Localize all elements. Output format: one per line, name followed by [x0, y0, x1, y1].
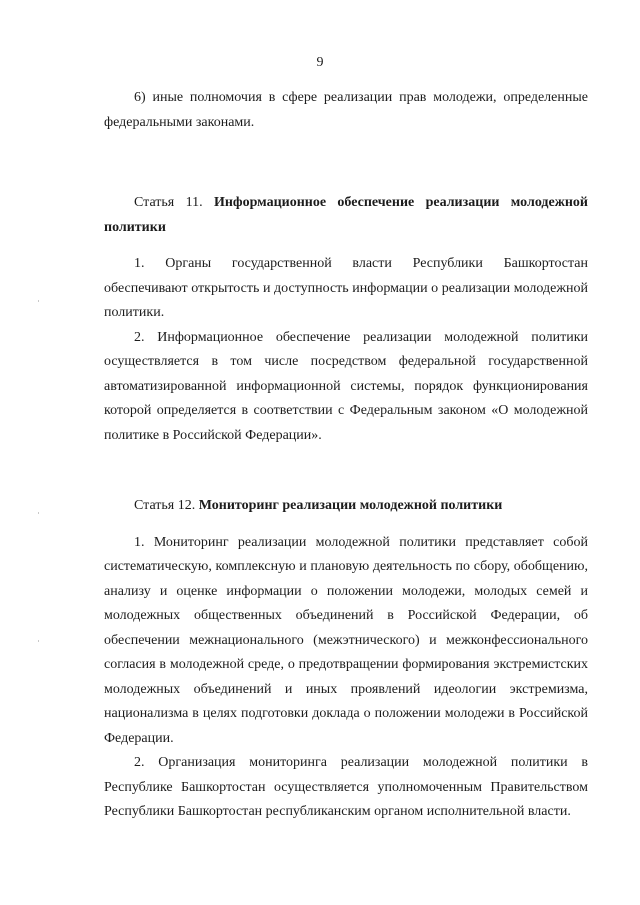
scan-artifact: [38, 640, 39, 642]
article-11-paragraph-2: 2. Информационное обеспечение реализации молодежной политики осуществляется в том числе посредством федеральной государственной автоматизированной информационной системы, порядок функционирования которой определяется в соответствии с Федеральным законом «О молодежной политике в Российской Федерации».: [104, 329, 588, 443]
page-number: 9: [316, 55, 324, 70]
article-11-prefix: Статья 11.: [134, 195, 214, 210]
article-12-title: Мониторинг реализации молодежной политики: [198, 498, 503, 513]
article-11-paragraph-1: 1. Органы государственной власти Республики Башкортостан обеспечивают открытость и доступность информации о реализации молодежной политики.: [104, 256, 588, 320]
article-11-heading: [104, 191, 588, 240]
article-12-paragraph-2: 2. Организация мониторинга реализации молодежной политики в Республике Башкортостан осуществляется уполномоченным Правительством Республики Башкортостан республиканским органом исполнительной власти.: [104, 755, 588, 819]
article-12-paragraph-1: 1. Мониторинг реализации молодежной политики представляет собой систематическую, комплексную и плановую деятельность по сбору, обобщению, анализу и оценке информации о положении молодежи, молодых семей и молодежных общественных объединений в Российской Федерации, об обеспечении межнационального (межэтнического) и межконфессионального согласия в молодежной среде, о предотвращении формирования экстремистских молодежных объединений и иных проявлений идеологии экстремизма, национализма в целях подготовки доклада о положении молодежи в Российской Федерации.: [104, 534, 588, 746]
article-12-heading: [104, 494, 588, 519]
intro-paragraph: 6) иные полномочия в сфере реализации прав молодежи, определенные федеральными законами.: [104, 90, 588, 130]
scan-artifact: [38, 512, 39, 514]
article-12-prefix: Статья 12.: [134, 498, 199, 513]
article-11-title: Информационное обеспечение реализации молодежной политики: [104, 195, 589, 235]
scan-artifact: [38, 300, 39, 302]
document-body: [104, 86, 588, 825]
